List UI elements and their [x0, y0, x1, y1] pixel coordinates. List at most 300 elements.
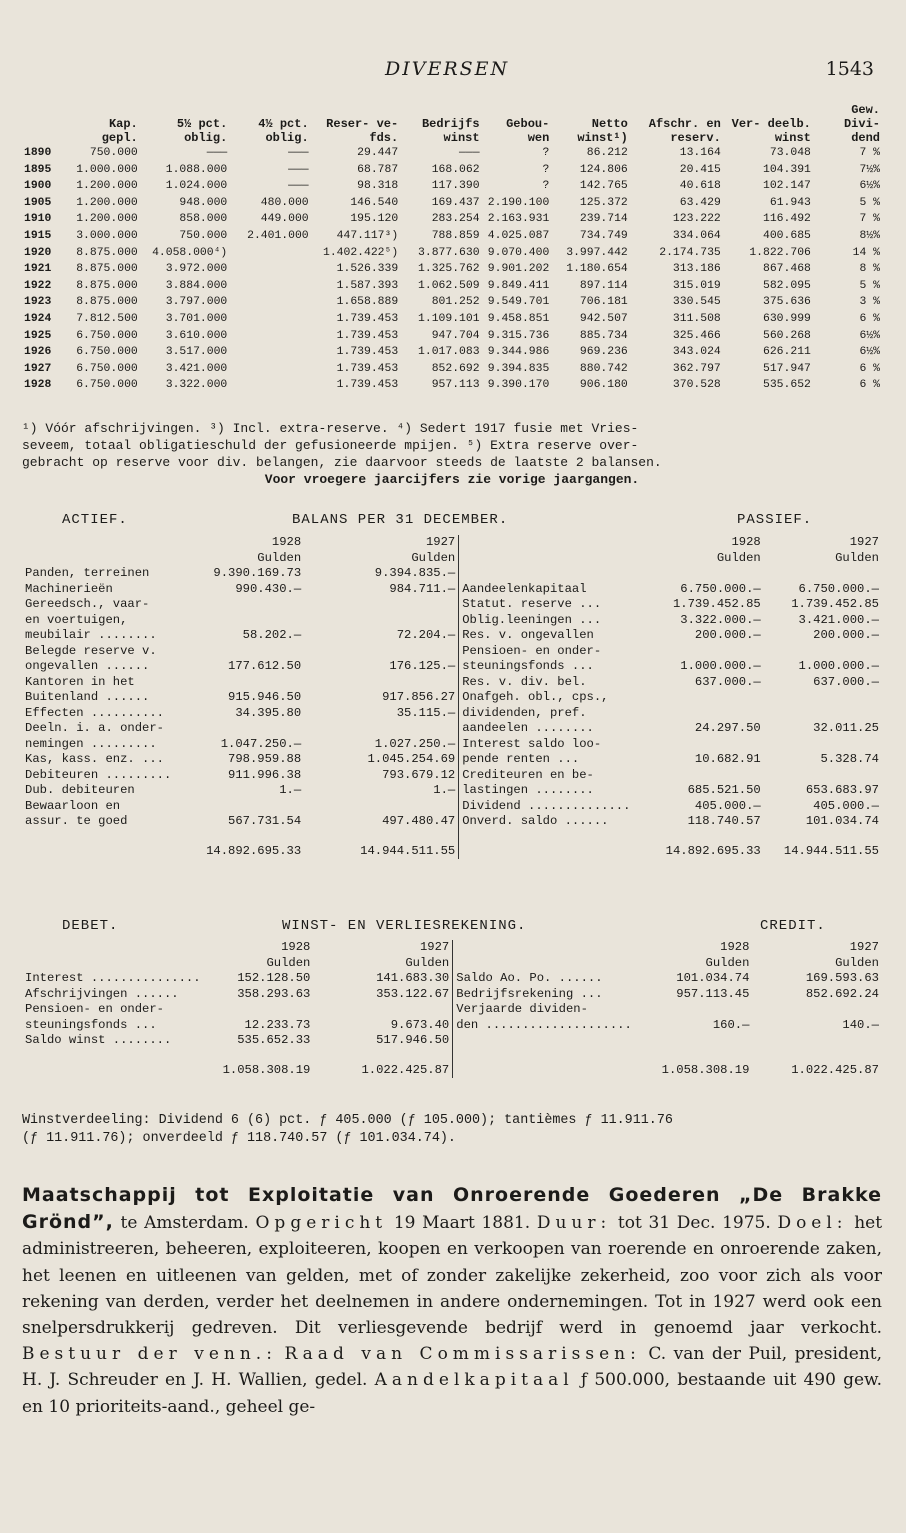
table-row: [22, 690, 882, 706]
debet-value-1927: 9.673.40: [390, 1017, 450, 1032]
table-row: [22, 659, 882, 675]
table-cell: 362.797: [672, 362, 721, 375]
table-cell: 885.734: [579, 329, 628, 342]
unit-header: Gulden: [716, 550, 761, 565]
history-column-header: Reser- ve-fds.: [326, 117, 399, 145]
table-cell: 7 %: [859, 147, 880, 159]
table-row: [22, 940, 882, 956]
table-cell: 311.508: [672, 312, 721, 325]
table-cell: [229, 361, 310, 378]
table-cell: 3.322.000: [165, 379, 228, 392]
table-cell: 168.062: [431, 163, 480, 176]
actief-label: Gereedsch., vaar-: [25, 597, 150, 611]
table-row: [22, 1002, 882, 1018]
row-year: 1927: [24, 362, 52, 375]
table-cell: 1.000.000: [76, 163, 138, 176]
actief-label: Debiteuren .........: [25, 767, 172, 782]
year-header: 1927: [419, 940, 450, 954]
table-cell: 1.739.453: [336, 329, 399, 342]
winst-heading: [22, 918, 882, 938]
table-cell: 3.421.000: [165, 362, 228, 375]
table-row: [22, 361, 882, 378]
table-cell: 6.750.000: [76, 362, 138, 375]
passief-value-1928: [653, 566, 764, 582]
credit-value-1928: [643, 1033, 753, 1049]
credit-label: Verjaarde dividen-: [453, 1002, 643, 1018]
table-cell: [229, 377, 310, 394]
table-row: [22, 1049, 882, 1079]
table-cell: 2.401.000: [247, 229, 309, 242]
actief-value-1928: [203, 644, 304, 660]
row-year: 1928: [24, 379, 52, 392]
company-paragraph: [22, 1182, 882, 1420]
table-cell: 2.163.931: [487, 213, 550, 226]
table-cell: 1.200.000: [76, 180, 138, 193]
credit-label: Bedrijfsrekening ...: [453, 987, 643, 1003]
passief-value-1928: 1.739.452.85: [672, 597, 761, 611]
actief-label: en voertuigen,: [25, 612, 128, 627]
passief-value-1928: 637.000.—: [694, 674, 761, 689]
year-header: 1927: [425, 535, 456, 549]
table-row: [22, 675, 882, 691]
actief-label: Deeln. i. a. onder-: [25, 721, 164, 735]
table-cell: 1.526.339: [336, 263, 399, 276]
actief-value-1928: 1.047.250.—: [220, 736, 302, 751]
table-cell: 517.947: [763, 362, 811, 375]
passief-value-1927: 32.011.25: [813, 721, 879, 735]
passief-value-1928: 118.740.57: [687, 814, 761, 828]
table-cell: 535.652: [763, 379, 811, 392]
table-cell: 7.812.500: [76, 312, 138, 325]
table-cell: 1.739.453: [336, 312, 399, 325]
table-cell: 9.390.170: [487, 379, 550, 392]
table-cell: ?: [542, 180, 550, 193]
unit-header: Gulden: [835, 955, 879, 970]
table-cell: 123.222: [672, 213, 721, 226]
actief-value-1927: 793.679.12: [382, 767, 456, 782]
passief-value-1928: 200.000.—: [694, 628, 761, 642]
debet-value-1927: 517.946.50: [376, 1033, 450, 1047]
page-header: [0, 58, 906, 88]
year-header: 1928: [720, 940, 750, 954]
table-row: [22, 328, 882, 345]
passief-value-1928: 405.000.—: [694, 798, 761, 813]
table-cell: 8.875.000: [76, 296, 138, 309]
total-1928: 1.058.308.19: [661, 1062, 750, 1077]
credit-label: den ....................: [453, 1018, 643, 1034]
year-header: 1928: [731, 535, 761, 549]
table-cell: 9.849.411: [487, 279, 550, 292]
table-cell: 801.252: [431, 296, 480, 309]
blank-cell: [459, 551, 653, 567]
table-row: [22, 551, 882, 567]
table-cell: 1.062.509: [418, 279, 480, 292]
table-cell: [229, 261, 310, 278]
total-1927: 14.944.511.55: [360, 843, 456, 858]
table-cell: 9.394.835: [487, 362, 550, 375]
passief-value-1928: 1.000.000.—: [680, 659, 761, 673]
table-cell: 3.610.000: [165, 329, 228, 342]
actief-value-1927: [304, 721, 459, 737]
table-cell: 480.000: [260, 196, 309, 209]
balans-heading: [22, 512, 882, 532]
table-cell: 1.402.422⁵): [322, 246, 399, 259]
table-cell: [229, 344, 310, 361]
table-cell: 9.901.202: [487, 263, 550, 276]
table-cell: 3 %: [859, 296, 880, 309]
actief-value-1928: 177.612.50: [228, 659, 302, 673]
passief-value-1927: 5.328.74: [820, 752, 879, 766]
table-cell: 29.447: [357, 147, 399, 159]
credit-value-1927: 140.—: [842, 1017, 879, 1032]
row-year: 1890: [24, 147, 52, 159]
table-cell: 5 %: [859, 196, 880, 209]
table-row: [22, 721, 882, 737]
table-row: [22, 956, 882, 972]
table-cell: 14 %: [852, 246, 880, 259]
winstverdeeling-line: Winstverdeeling: Dividend 6 (6) pct. ƒ 405.000 (ƒ 105.000); tantièmes ƒ 11.911.76: [22, 1113, 673, 1128]
actief-label: Kantoren in het: [25, 674, 135, 689]
footnote-line: ¹) Vóór afschrijvingen. ³) Incl. extra-reserve. ⁴) Sedert 1917 fusie met Vries-: [22, 421, 639, 436]
table-cell: 86.212: [586, 147, 628, 159]
table-cell: [229, 294, 310, 311]
table-row: [22, 830, 882, 860]
credit-value-1927: [752, 1033, 882, 1049]
actief-value-1928: 990.430.—: [235, 581, 302, 596]
table-cell: 6.750.000: [76, 379, 138, 392]
passief-label: [459, 566, 653, 582]
table-row: [22, 799, 882, 815]
table-cell: 1.739.453: [336, 346, 399, 359]
table-cell: ———: [288, 147, 309, 159]
passief-value-1927: 1.739.452.85: [791, 597, 879, 611]
table-cell: ?: [542, 163, 550, 176]
company-entry: [22, 1182, 882, 1420]
debet-value-1928: [204, 1002, 314, 1018]
passief-value-1927: 6.750.000.—: [798, 581, 879, 596]
actief-value-1927: 1.—: [433, 783, 456, 797]
passief-label: Dividend ..............: [459, 799, 653, 815]
table-cell: 6½%: [859, 329, 880, 342]
winstverdeeling-line: (ƒ 11.911.76); onverdeeld ƒ 118.740.57 (ƒ 101.034.74).: [22, 1131, 456, 1146]
table-cell: 9.344.986: [487, 346, 550, 359]
table-cell: 3.997.442: [566, 246, 628, 259]
unit-header: Gulden: [266, 955, 311, 970]
actief-label: Kas, kass. enz. ...: [25, 752, 164, 766]
table-cell: 6½%: [859, 180, 880, 193]
table-cell: 102.147: [763, 180, 811, 193]
passief-value-1928: [653, 706, 764, 722]
total-1928: 14.892.695.33: [206, 843, 302, 858]
year-header: 1927: [849, 535, 879, 549]
table-cell: ———: [206, 147, 228, 159]
passief-label: Aandeelenkapitaal: [459, 582, 653, 598]
table-cell: 3.517.000: [165, 346, 228, 359]
table-cell: [229, 245, 310, 262]
total-1927: 1.022.425.87: [791, 1062, 879, 1077]
table-row: [22, 737, 882, 753]
table-cell: 9.315.736: [487, 329, 550, 342]
table-cell: 906.180: [579, 379, 628, 392]
table-row: [22, 294, 882, 311]
table-cell: 880.742: [579, 362, 628, 375]
passief-label: Statut. reserve ...: [459, 597, 653, 613]
table-cell: 73.048: [769, 147, 811, 159]
table-row: [22, 278, 882, 295]
history-column-header: 4½ pct. oblig.: [258, 117, 309, 145]
table-cell: 4.058.000⁴): [152, 246, 228, 259]
row-year: 1922: [24, 279, 52, 292]
table-cell: 5 %: [859, 279, 880, 292]
table-cell: 125.372: [579, 196, 628, 209]
table-row: [22, 344, 882, 361]
unit-header: Gulden: [411, 550, 456, 565]
table-cell: ———: [459, 147, 480, 159]
company-location: te Amsterdam.: [120, 1213, 249, 1234]
debet-label: Pensioen- en onder-: [25, 1002, 164, 1016]
table-cell: 124.806: [579, 163, 628, 176]
table-cell: 858.000: [179, 213, 228, 226]
table-cell: 1.017.083: [418, 346, 480, 359]
table-cell: 8.875.000: [76, 279, 138, 292]
footnote-line: seveem, totaal obligatieschuld der gefusioneerde mpijen. ⁵) Extra reserve over-: [22, 438, 639, 453]
actief-value-1928: 911.996.38: [228, 767, 302, 782]
actief-label: ongevallen ......: [25, 659, 150, 673]
passief-value-1927: 1.000.000.—: [798, 659, 879, 673]
actief-value-1928: [203, 721, 304, 737]
passief-value-1927: 3.421.000.—: [798, 612, 879, 627]
actief-label: assur. te goed: [25, 814, 128, 828]
table-cell: 942.507: [579, 312, 628, 325]
table-cell: 9.070.400: [487, 246, 550, 259]
table-cell: 1.109.101: [418, 312, 480, 325]
table-cell: 330.545: [672, 296, 721, 309]
table-cell: 4.025.087: [487, 229, 550, 242]
table-cell: 449.000: [260, 213, 309, 226]
passief-label: PASSIEF.: [737, 512, 813, 528]
table-cell: 142.765: [579, 180, 628, 193]
history-column-header: [22, 103, 70, 145]
passief-value-1928: 6.750.000.—: [680, 581, 761, 596]
passief-label: aandeelen ........: [459, 721, 653, 737]
row-year: 1900: [24, 180, 52, 193]
table-cell: 3.000.000: [76, 229, 138, 242]
table-cell: 63.429: [679, 196, 721, 209]
table-cell: ———: [288, 180, 309, 193]
total-1927: 1.022.425.87: [361, 1062, 450, 1077]
passief-value-1927: 653.683.97: [805, 783, 879, 797]
blank-cell: [459, 535, 653, 551]
table-row: [22, 211, 882, 228]
table-cell: 116.492: [763, 213, 811, 226]
actief-value-1927: 176.125.—: [389, 659, 456, 673]
table-row: [22, 377, 882, 394]
table-row: [22, 195, 882, 212]
debet-value-1927: [313, 1002, 452, 1018]
passief-label: lastingen ........: [459, 783, 653, 799]
table-cell: 948.000: [179, 196, 228, 209]
actief-label: Panden, terreinen: [25, 566, 150, 580]
table-row: [22, 1018, 882, 1034]
doel-label: Doel:: [777, 1213, 848, 1234]
credit-label: CREDIT.: [760, 918, 826, 934]
passief-value-1928: [653, 737, 764, 753]
company-name: Maatschappij tot Exploitatie van Onroerende Goederen „De Brakke Grönd”,: [22, 1184, 882, 1234]
actief-label: meubilair ........: [25, 628, 157, 642]
credit-value-1927: 169.593.63: [805, 971, 879, 985]
total-1928: 14.892.695.33: [665, 843, 761, 858]
table-cell: 1.822.706: [749, 246, 811, 259]
passief-value-1927: [764, 737, 882, 753]
row-year: 1925: [24, 329, 52, 342]
table-cell: 630.999: [763, 312, 811, 325]
table-cell: 706.181: [579, 296, 628, 309]
passief-label: Pensioen- en onder-: [459, 644, 653, 660]
table-row: [22, 1033, 882, 1049]
blank-cell: [453, 940, 643, 956]
table-row: [22, 613, 882, 629]
total-1928: 1.058.308.19: [222, 1062, 311, 1077]
footnotes: [22, 420, 882, 488]
debet-value-1927: 353.122.67: [376, 986, 450, 1001]
table-cell: 313.186: [672, 263, 721, 276]
balans-table: [22, 535, 882, 859]
table-cell: 969.236: [579, 346, 628, 359]
total-1927: 14.944.511.55: [783, 843, 879, 858]
actief-label: ACTIEF.: [62, 512, 128, 528]
unit-header: Gulden: [705, 955, 750, 970]
passief-value-1927: [764, 690, 882, 706]
credit-value-1928: [643, 1002, 753, 1018]
table-cell: 195.120: [350, 213, 399, 226]
table-cell: 750.000: [89, 147, 138, 159]
history-table: [22, 103, 882, 394]
table-cell: 6 %: [859, 312, 880, 325]
table-cell: 897.114: [579, 279, 628, 292]
passief-value-1928: 10.682.91: [694, 752, 761, 766]
actief-value-1927: 72.204.—: [396, 628, 456, 642]
opgericht-label: Opgericht: [255, 1213, 388, 1234]
table-cell: 1.739.453: [336, 379, 399, 392]
blank-cell: [22, 1049, 204, 1079]
table-cell: 283.254: [431, 213, 480, 226]
duur-label: Duur:: [536, 1213, 612, 1234]
blank-cell: [453, 956, 643, 972]
actief-label: Buitenland ......: [25, 690, 150, 704]
blank-cell: [22, 940, 204, 956]
passief-label: Interest saldo loo-: [459, 737, 653, 753]
history-column-header: Kap. gepl.: [101, 117, 138, 145]
passief-value-1927: [764, 644, 882, 660]
passief-value-1927: [764, 566, 882, 582]
table-row: [22, 582, 882, 598]
debet-value-1928: 358.293.63: [237, 986, 311, 1001]
passief-label: Res. v. ongevallen: [459, 628, 653, 644]
year-header: 1928: [281, 940, 311, 954]
passief-value-1927: [764, 768, 882, 784]
actief-value-1927: [304, 799, 459, 815]
debet-label: Interest ...............: [25, 971, 201, 985]
table-cell: 169.437: [431, 196, 480, 209]
blank-cell: [22, 551, 203, 567]
table-cell: 370.528: [672, 379, 721, 392]
table-row: [22, 628, 882, 644]
table-cell: 8.875.000: [76, 246, 138, 259]
passief-value-1927: 200.000.—: [813, 628, 879, 642]
passief-label: Onverd. saldo ......: [459, 814, 653, 830]
passief-value-1928: [653, 690, 764, 706]
passief-label: dividenden, pref.: [459, 706, 653, 722]
passief-value-1928: 3.322.000.—: [680, 612, 761, 627]
row-year: 1905: [24, 196, 52, 209]
row-year: 1895: [24, 163, 52, 176]
table-cell: 6 %: [859, 362, 880, 375]
raad-value: C. van der Puil, president, H. J. Schreuder en J. H. Wallien, gedel.: [22, 1344, 883, 1391]
actief-value-1927: [304, 644, 459, 660]
actief-label: Machinerieën: [25, 581, 113, 596]
table-cell: 6.750.000: [76, 346, 138, 359]
credit-label: [453, 1033, 643, 1049]
winst-verlies-table: [22, 940, 882, 1078]
history-column-header: Gebou- wen: [506, 117, 550, 145]
table-cell: 582.095: [763, 279, 811, 292]
table-row: [22, 768, 882, 784]
table-cell: 1.180.654: [566, 263, 628, 276]
table-cell: 68.787: [357, 163, 399, 176]
actief-value-1928: 9.390.169.73: [213, 566, 302, 580]
table-cell: 7 %: [859, 213, 880, 226]
table-cell: 1.587.393: [336, 279, 399, 292]
blank-cell: [453, 1049, 643, 1079]
passief-label: Oblig.leeningen ...: [459, 613, 653, 629]
table-cell: ———: [288, 163, 309, 176]
credit-value-1928: 957.113.45: [676, 986, 750, 1001]
actief-label: Belegde reserve v.: [25, 643, 157, 658]
table-cell: ?: [542, 147, 550, 159]
passief-value-1927: 101.034.74: [805, 814, 879, 828]
history-column-header: Ver- deelb. winst: [731, 117, 811, 145]
actief-value-1927: 35.115.—: [396, 705, 456, 720]
table-row: [22, 706, 882, 722]
actief-label: nemingen .........: [25, 736, 157, 751]
actief-value-1928: 1.—: [279, 783, 302, 797]
table-cell: 104.391: [763, 163, 811, 176]
table-cell: 3.972.000: [165, 263, 228, 276]
actief-value-1928: [203, 675, 304, 691]
credit-value-1927: [752, 1002, 882, 1018]
credit-label: Saldo Ao. Po. ......: [453, 971, 643, 987]
table-cell: 734.749: [579, 229, 628, 242]
table-cell: 325.466: [672, 329, 721, 342]
table-cell: 1.658.889: [336, 296, 399, 309]
table-cell: 13.164: [679, 147, 721, 159]
unit-header: Gulden: [405, 955, 450, 970]
history-column-header: Afschr. en reserv.: [648, 117, 721, 145]
actief-value-1928: 58.202.—: [242, 628, 302, 642]
table-row: [22, 145, 882, 162]
passief-value-1928: 24.297.50: [694, 721, 761, 735]
table-row: [22, 178, 882, 195]
table-cell: 9.458.851: [487, 312, 550, 325]
page-number: 1543: [825, 58, 874, 80]
actief-value-1927: 917.856.27: [382, 690, 456, 704]
table-cell: 8.875.000: [76, 263, 138, 276]
table-cell: [229, 311, 310, 328]
row-year: 1924: [24, 312, 52, 325]
footnote-line: gebracht op reserve voor div. belangen, zie daarvoor steeds de laatste 2 balansen.: [22, 455, 662, 470]
year-header: 1927: [849, 940, 879, 954]
table-cell: 146.540: [350, 196, 399, 209]
